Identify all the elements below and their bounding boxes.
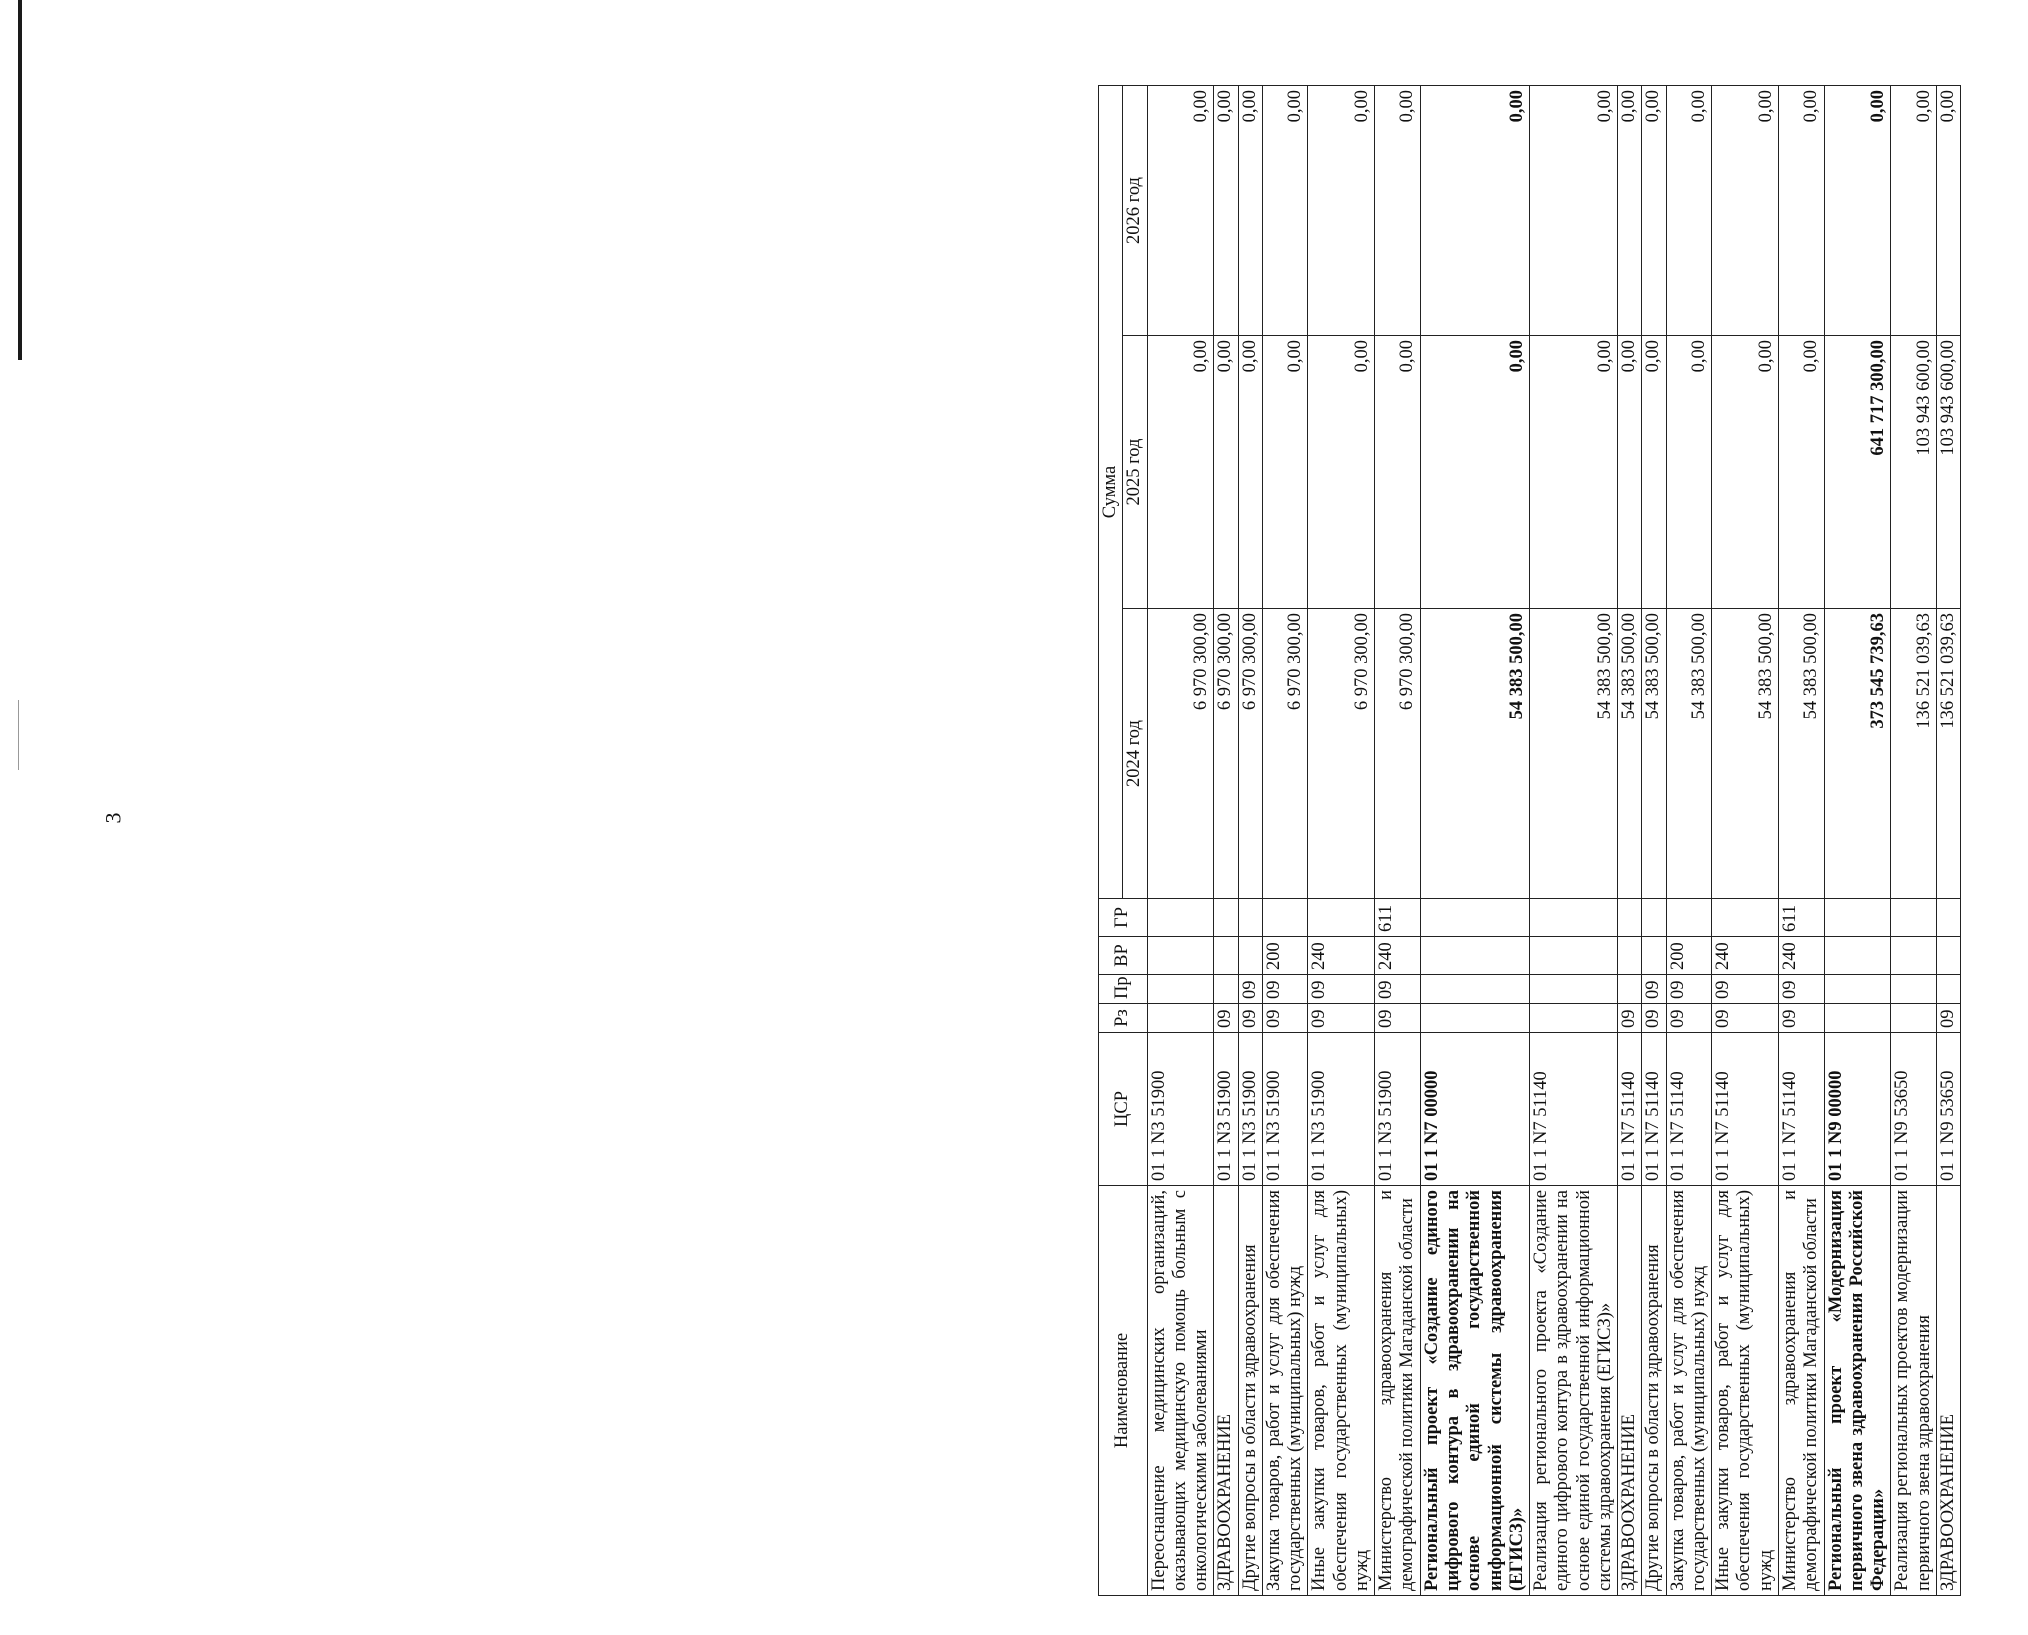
cell-y2025: 103 943 600,00 — [1936, 336, 1960, 609]
cell-y2024: 136 521 039,63 — [1936, 609, 1960, 899]
cell-vr — [1642, 937, 1666, 975]
cell-csr: 01 1 N7 00000 — [1420, 1033, 1529, 1186]
cell-pr: 09 — [1712, 975, 1779, 1004]
table-row — [1530, 85, 1618, 1595]
header-sum: Сумма — [1099, 85, 1123, 898]
cell-csr: 01 1 N9 53650 — [1936, 1033, 1960, 1186]
header-name: Наименование — [1099, 1186, 1148, 1596]
cell-y2026: 0,00 — [1530, 85, 1618, 335]
cell-y2025: 0,00 — [1712, 336, 1779, 609]
cell-pr: 09 — [1778, 975, 1824, 1004]
cell-y2024: 6 970 300,00 — [1262, 609, 1308, 899]
cell-csr: 01 1 N7 51140 — [1666, 1033, 1712, 1186]
cell-pr — [1936, 975, 1960, 1004]
cell-rz: 09 — [1666, 1004, 1712, 1033]
cell-name: Министерство здравоохранения и демографической политики Магаданской области — [1778, 1186, 1824, 1596]
cell-y2024: 6 970 300,00 — [1375, 609, 1421, 899]
cell-name: Реализация региональных проектов модернизации первичного звена здравоохранения — [1891, 1186, 1937, 1596]
cell-y2024: 373 545 739,63 — [1824, 609, 1891, 899]
cell-y2024: 6 970 300,00 — [1214, 609, 1238, 899]
table-row — [1778, 85, 1824, 1595]
cell-y2025: 0,00 — [1642, 336, 1666, 609]
cell-vr — [1824, 937, 1891, 975]
table-row — [1375, 85, 1421, 1595]
cell-y2025: 0,00 — [1262, 336, 1308, 609]
cell-pr — [1618, 975, 1642, 1004]
cell-vr: 240 — [1712, 937, 1779, 975]
cell-pr — [1420, 975, 1529, 1004]
table-body — [1147, 85, 1961, 1595]
cell-vr — [1214, 937, 1238, 975]
header-gr: ГР — [1099, 899, 1148, 937]
header-csr: ЦСР — [1099, 1033, 1148, 1186]
cell-gr — [1530, 899, 1618, 937]
cell-y2026: 0,00 — [1262, 85, 1308, 335]
cell-name: Иные закупки товаров, работ и услуг для обеспечения государственных (муниципальных) нужд — [1308, 1186, 1375, 1596]
table-row — [1666, 85, 1712, 1595]
cell-gr — [1308, 899, 1375, 937]
cell-y2025: 0,00 — [1214, 336, 1238, 609]
table-row — [1642, 85, 1666, 1595]
cell-gr — [1238, 899, 1262, 937]
cell-rz — [1147, 1004, 1214, 1033]
cell-y2026: 0,00 — [1891, 85, 1937, 335]
cell-y2025: 0,00 — [1375, 336, 1421, 609]
cell-y2026: 0,00 — [1712, 85, 1779, 335]
cell-rz: 09 — [1375, 1004, 1421, 1033]
cell-gr — [1891, 899, 1937, 937]
cell-vr: 240 — [1778, 937, 1824, 975]
cell-csr: 01 1 N9 53650 — [1891, 1033, 1937, 1186]
cell-y2024: 6 970 300,00 — [1238, 609, 1262, 899]
header-rz: Рз — [1099, 1004, 1148, 1033]
cell-vr — [1238, 937, 1262, 975]
cell-vr: 200 — [1666, 937, 1712, 975]
table-row — [1891, 85, 1937, 1595]
cell-vr — [1420, 937, 1529, 975]
cell-rz: 09 — [1642, 1004, 1666, 1033]
cell-csr: 01 1 N7 51140 — [1642, 1033, 1666, 1186]
table-row — [1147, 85, 1214, 1595]
cell-csr: 01 1 N7 51140 — [1712, 1033, 1779, 1186]
cell-y2026: 0,00 — [1618, 85, 1642, 335]
cell-pr: 09 — [1262, 975, 1308, 1004]
cell-name: Другие вопросы в области здравоохранения — [1238, 1186, 1262, 1596]
cell-y2024: 54 383 500,00 — [1778, 609, 1824, 899]
cell-y2024: 6 970 300,00 — [1308, 609, 1375, 899]
cell-vr: 240 — [1308, 937, 1375, 975]
cell-y2025: 0,00 — [1308, 336, 1375, 609]
cell-csr: 01 1 N3 51900 — [1214, 1033, 1238, 1186]
cell-gr — [1936, 899, 1960, 937]
cell-rz: 09 — [1936, 1004, 1960, 1033]
cell-pr — [1824, 975, 1891, 1004]
cell-pr — [1147, 975, 1214, 1004]
cell-vr — [1618, 937, 1642, 975]
cell-csr: 01 1 N3 51900 — [1147, 1033, 1214, 1186]
cell-gr — [1824, 899, 1891, 937]
cell-rz: 09 — [1778, 1004, 1824, 1033]
cell-y2024: 54 383 500,00 — [1666, 609, 1712, 899]
cell-gr — [1420, 899, 1529, 937]
cell-pr — [1530, 975, 1618, 1004]
table-row — [1618, 85, 1642, 1595]
cell-y2026: 0,00 — [1375, 85, 1421, 335]
header-vr: ВР — [1099, 937, 1148, 975]
header-row-1 — [1099, 85, 1123, 1595]
cell-y2026: 0,00 — [1147, 85, 1214, 335]
cell-pr — [1214, 975, 1238, 1004]
cell-gr — [1262, 899, 1308, 937]
cell-y2024: 54 383 500,00 — [1642, 609, 1666, 899]
cell-csr: 01 1 N3 51900 — [1308, 1033, 1375, 1186]
cell-y2026: 0,00 — [1666, 85, 1712, 335]
table-row — [1262, 85, 1308, 1595]
cell-rz: 09 — [1618, 1004, 1642, 1033]
cell-rz: 09 — [1262, 1004, 1308, 1033]
budget-table — [1098, 85, 1961, 1596]
page-number: 3 — [100, 812, 126, 824]
cell-rz: 09 — [1214, 1004, 1238, 1033]
cell-name: ЗДРАВООХРАНЕНИЕ — [1214, 1186, 1238, 1596]
cell-y2025: 0,00 — [1666, 336, 1712, 609]
cell-gr — [1642, 899, 1666, 937]
cell-y2025: 641 717 300,00 — [1824, 336, 1891, 609]
cell-pr: 09 — [1375, 975, 1421, 1004]
cell-y2024: 6 970 300,00 — [1147, 609, 1214, 899]
table-row — [1824, 85, 1891, 1595]
cell-rz: 09 — [1238, 1004, 1262, 1033]
cell-csr: 01 1 N7 51140 — [1530, 1033, 1618, 1186]
cell-gr — [1618, 899, 1642, 937]
cell-name: Региональный проект «Модернизация первичного звена здравоохранения Российской Федерации» — [1824, 1186, 1891, 1596]
cell-rz — [1530, 1004, 1618, 1033]
cell-csr: 01 1 N3 51900 — [1375, 1033, 1421, 1186]
cell-vr — [1147, 937, 1214, 975]
cell-y2026: 0,00 — [1936, 85, 1960, 335]
cell-vr — [1936, 937, 1960, 975]
cell-y2025: 0,00 — [1618, 336, 1642, 609]
table-row — [1936, 85, 1960, 1595]
table-row — [1308, 85, 1375, 1595]
scan-margin-line — [18, 0, 22, 360]
cell-name: Иные закупки товаров, работ и услуг для обеспечения государственных (муниципальных) нужд — [1712, 1186, 1779, 1596]
cell-vr: 200 — [1262, 937, 1308, 975]
cell-y2025: 0,00 — [1530, 336, 1618, 609]
cell-gr: 611 — [1778, 899, 1824, 937]
cell-y2024: 54 383 500,00 — [1618, 609, 1642, 899]
cell-y2025: 0,00 — [1147, 336, 1214, 609]
cell-y2024: 136 521 039,63 — [1891, 609, 1937, 899]
cell-csr: 01 1 N3 51900 — [1262, 1033, 1308, 1186]
cell-y2026: 0,00 — [1308, 85, 1375, 335]
cell-gr — [1214, 899, 1238, 937]
cell-gr: 611 — [1375, 899, 1421, 937]
cell-y2024: 54 383 500,00 — [1420, 609, 1529, 899]
cell-csr: 01 1 N7 51140 — [1618, 1033, 1642, 1186]
cell-y2025: 0,00 — [1238, 336, 1262, 609]
scan-margin-tick — [18, 700, 19, 770]
header-2026: 2026 год — [1123, 85, 1147, 335]
cell-name: ЗДРАВООХРАНЕНИЕ — [1618, 1186, 1642, 1596]
cell-csr: 01 1 N3 51900 — [1238, 1033, 1262, 1186]
rotated-document — [1098, 86, 2028, 1596]
cell-y2025: 103 943 600,00 — [1891, 336, 1937, 609]
header-2025: 2025 год — [1123, 336, 1147, 609]
cell-name: Закупка товаров, работ и услуг для обеспечения государственных (муниципальных) нужд — [1262, 1186, 1308, 1596]
cell-y2026: 0,00 — [1214, 85, 1238, 335]
cell-pr: 09 — [1666, 975, 1712, 1004]
cell-rz — [1824, 1004, 1891, 1033]
cell-pr: 09 — [1308, 975, 1375, 1004]
header-pr: Пр — [1099, 975, 1148, 1004]
cell-y2026: 0,00 — [1642, 85, 1666, 335]
table-row — [1214, 85, 1238, 1595]
cell-rz — [1891, 1004, 1937, 1033]
cell-rz — [1420, 1004, 1529, 1033]
cell-csr: 01 1 N7 51140 — [1778, 1033, 1824, 1186]
cell-y2024: 54 383 500,00 — [1712, 609, 1779, 899]
cell-y2026: 0,00 — [1778, 85, 1824, 335]
cell-y2026: 0,00 — [1824, 85, 1891, 335]
cell-gr — [1147, 899, 1214, 937]
cell-rz: 09 — [1712, 1004, 1779, 1033]
cell-vr: 240 — [1375, 937, 1421, 975]
table-row — [1712, 85, 1779, 1595]
cell-csr: 01 1 N9 00000 — [1824, 1033, 1891, 1186]
header-2024: 2024 год — [1123, 609, 1147, 899]
cell-pr — [1891, 975, 1937, 1004]
cell-y2026: 0,00 — [1238, 85, 1262, 335]
cell-name: ЗДРАВООХРАНЕНИЕ — [1936, 1186, 1960, 1596]
cell-vr — [1530, 937, 1618, 975]
cell-pr: 09 — [1642, 975, 1666, 1004]
cell-y2026: 0,00 — [1420, 85, 1529, 335]
cell-name: Другие вопросы в области здравоохранения — [1642, 1186, 1666, 1596]
cell-pr: 09 — [1238, 975, 1262, 1004]
cell-gr — [1666, 899, 1712, 937]
cell-name: Переоснащение медицинских организаций, оказывающих медицинскую помощь больным с онкологическими заболеваниями — [1147, 1186, 1214, 1596]
cell-rz: 09 — [1308, 1004, 1375, 1033]
cell-y2025: 0,00 — [1778, 336, 1824, 609]
cell-gr — [1712, 899, 1779, 937]
cell-name: Закупка товаров, работ и услуг для обеспечения государственных (муниципальных) нужд — [1666, 1186, 1712, 1596]
cell-y2024: 54 383 500,00 — [1530, 609, 1618, 899]
cell-name: Министерство здравоохранения и демографической политики Магаданской области — [1375, 1186, 1421, 1596]
cell-y2025: 0,00 — [1420, 336, 1529, 609]
table-row — [1238, 85, 1262, 1595]
cell-name: Региональный проект «Создание единого цифрового контура в здравоохранении на основе единой государственной информационной системы здравоохранения (ЕГИСЗ)» — [1420, 1186, 1529, 1596]
cell-vr — [1891, 937, 1937, 975]
cell-name: Реализация регионального проекта «Создание единого цифрового контура в здравоохранении на основе единой государственной информационной системы здравоохранения (ЕГИСЗ)» — [1530, 1186, 1618, 1596]
table-row — [1420, 85, 1529, 1595]
